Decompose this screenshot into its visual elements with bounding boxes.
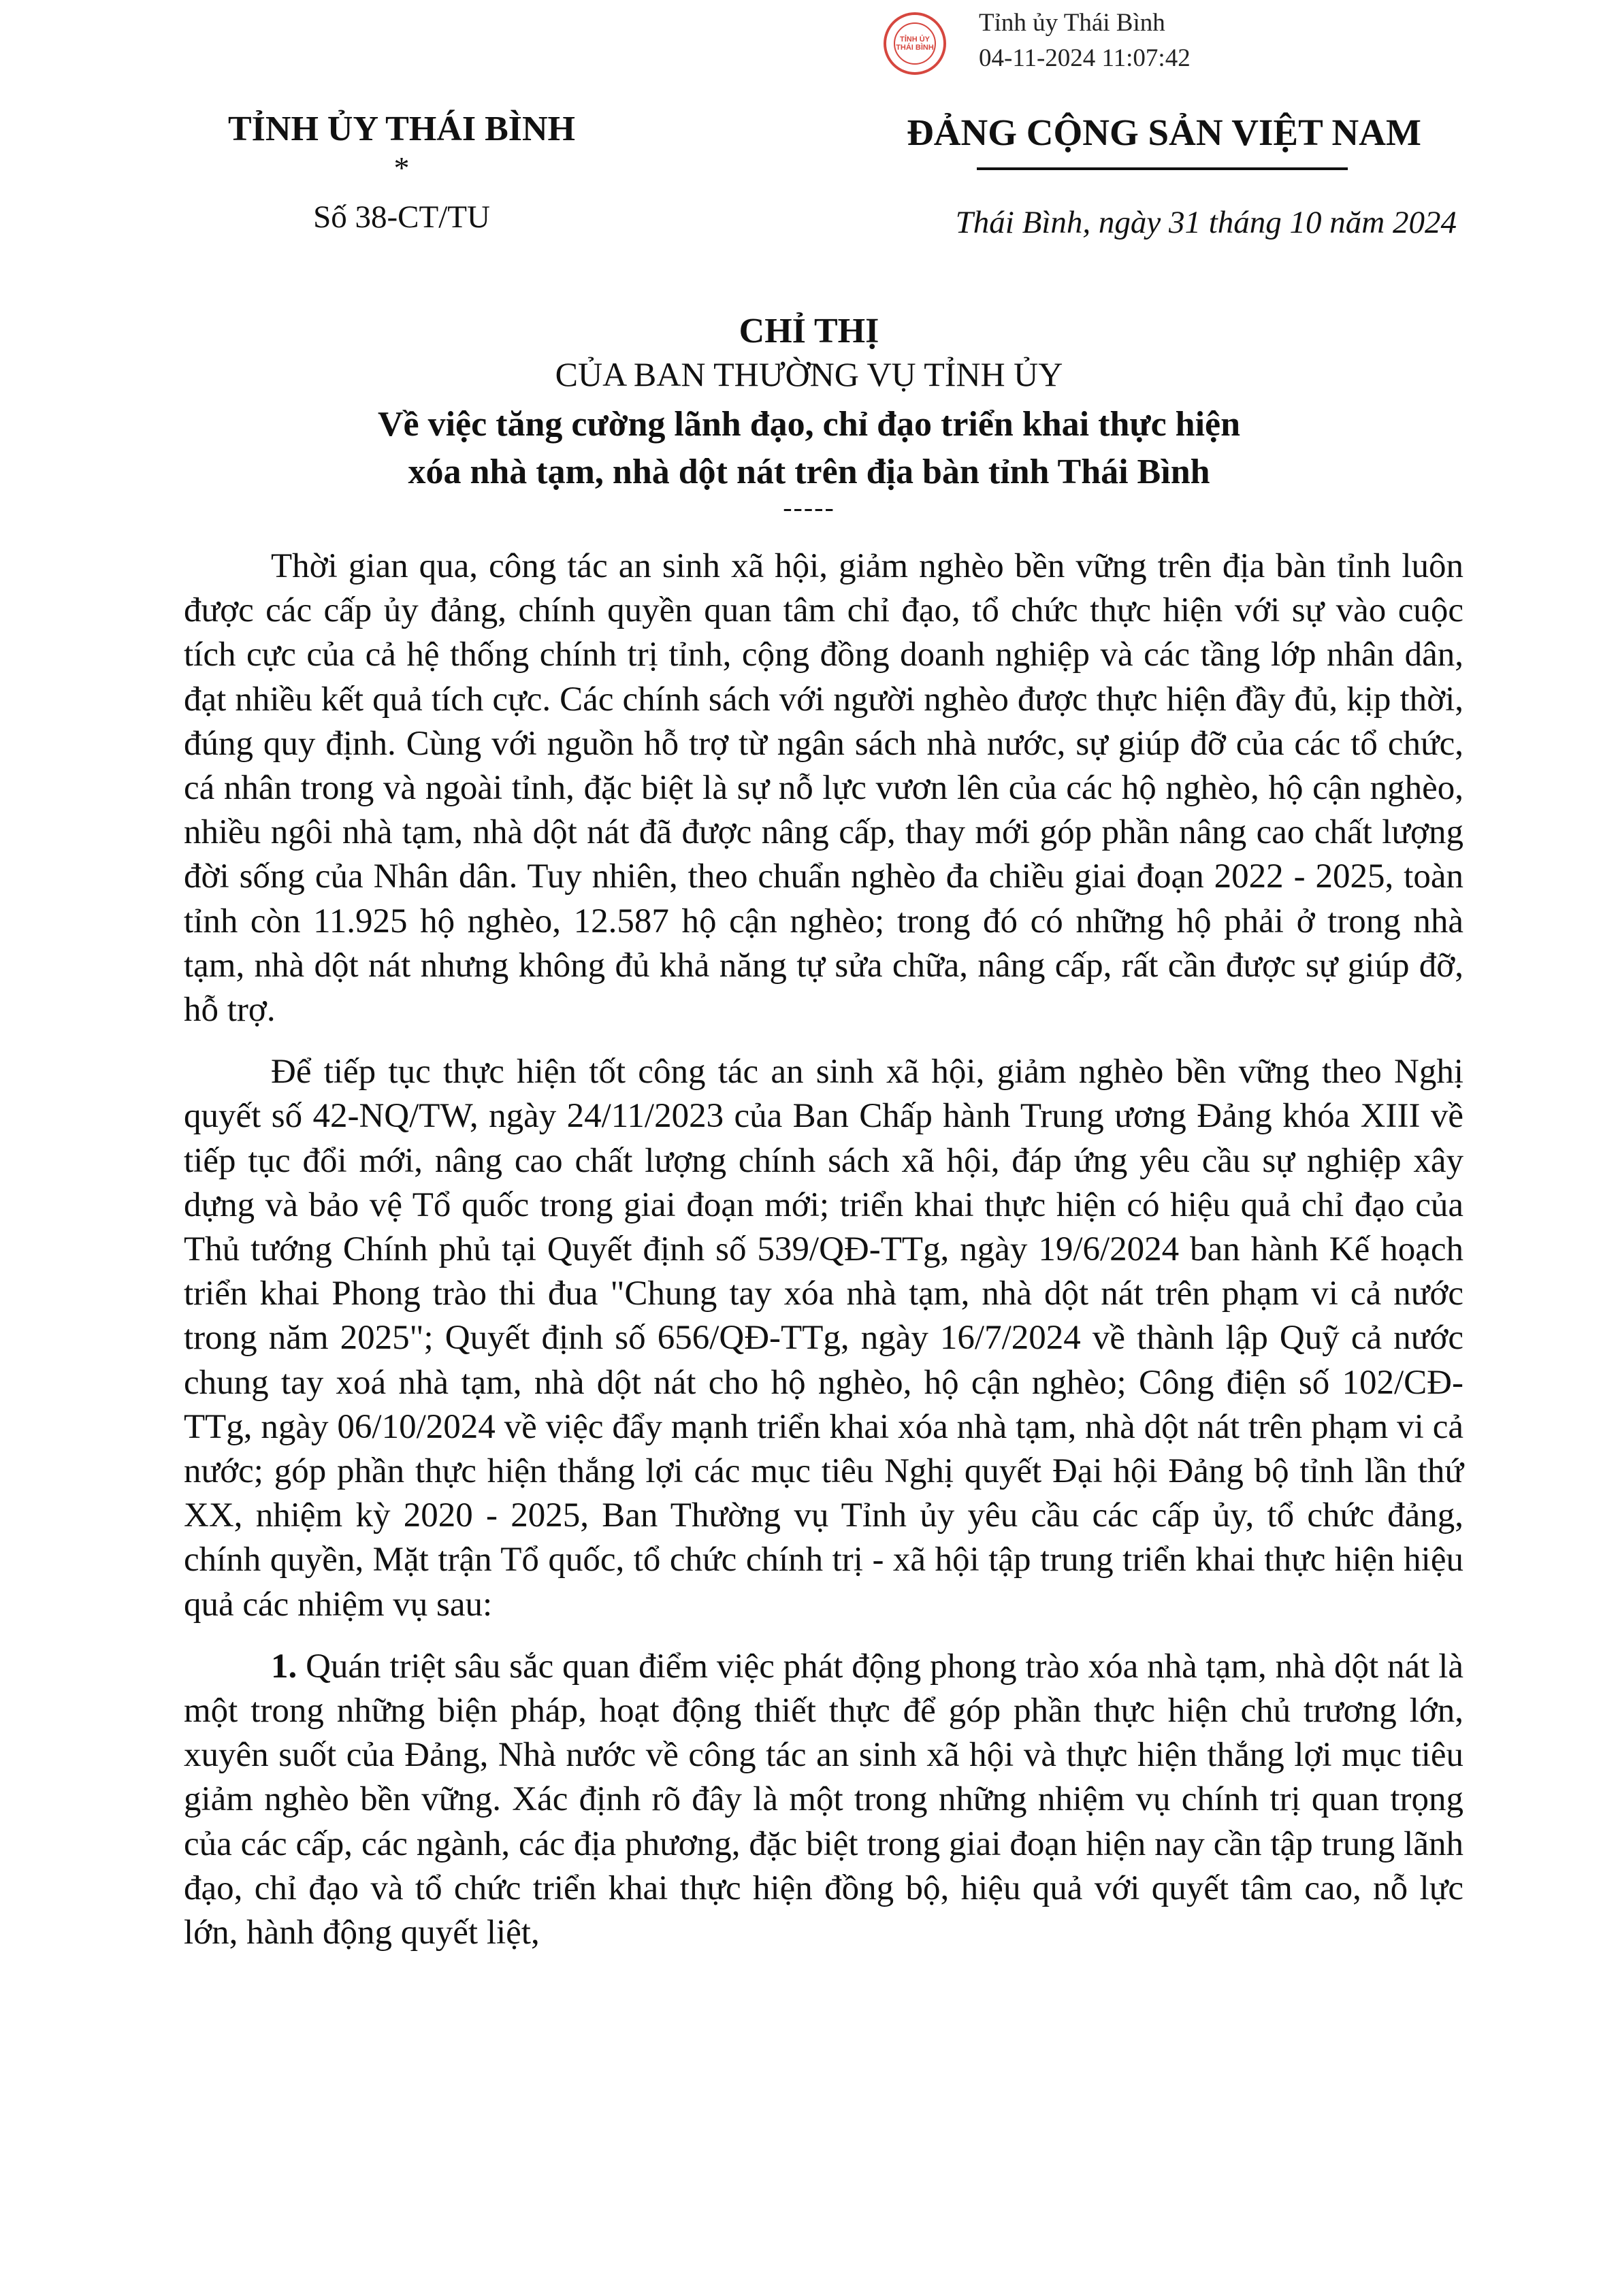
document-issuer: CỦA BAN THƯỜNG VỤ TỈNH ỦY <box>555 355 1063 393</box>
red-seal-icon <box>884 12 946 75</box>
star-separator: * <box>393 150 410 185</box>
seal-inner: TỈNH ỦY THÁI BÌNH <box>894 22 936 65</box>
subject-line-2: xóa nhà tạm, nhà dột nát trên địa bàn tỉnh Thái Bình <box>408 453 1210 491</box>
party-name: ĐẢNG CỘNG SẢN VIỆT NAM <box>907 112 1421 153</box>
party-underline <box>977 167 1348 170</box>
body-paragraph-1: Thời gian qua, công tác an sinh xã hội, giảm nghèo bền vững trên địa bàn tỉnh luôn được các cấp ủy đảng, chính quyền quan tâm chỉ đạo, tổ chức thực hiện với sự vào cuộc tích cực của cả hệ thống chính trị tỉnh, cộng đồng doanh nghiệp và các tầng lớp nhân dân, đạt nhiều kết quả tích cực. Các chính sách với người nghèo được thực hiện đầy đủ, kịp thời, đúng quy định. Cùng với nguồn hỗ trợ từ ngân sách nhà nước, sự giúp đỡ của các tổ chức, cá nhân trong và ngoài tỉnh, đặc biệt là sự nỗ lực vươn lên của các hộ nghèo, hộ cận nghèo, nhiều ngôi nhà tạm, nhà dột nát đã được nâng cấp, thay mới góp phần nâng cao chất lượng đời sống của Nhân dân. Tuy nhiên, theo chuẩn nghèo đa chiều giai đoạn 2022 - 2025, toàn tỉnh còn 11.925 hộ nghèo, 12.587 hộ cận nghèo; trong đó có những hộ phải ở trong nhà tạm, nhà dột nát nhưng không đủ khả năng tự sửa chữa, nâng cấp, rất cần được sự giúp đỡ, hỗ trợ. <box>184 547 1463 1030</box>
document-type: CHỈ THỊ <box>739 312 879 350</box>
subject-line-1: Về việc tăng cường lãnh đạo, chỉ đạo triển khai thực hiện <box>377 405 1241 444</box>
document-number: Số 38-CT/TU <box>313 199 490 235</box>
issuing-organization: TỈNH ỦY THÁI BÌNH <box>228 110 575 148</box>
item-text: Quán triệt sâu sắc quan điểm việc phát động phong trào xóa nhà tạm, nhà dột nát là một trong những biện pháp, hoạt động thiết thực để góp phần thực hiện chủ trương lớn, xuyên suốt của Đảng, Nhà nước về công tác an sinh xã hội và thực hiện thắng lợi mục tiêu giảm nghèo bền vững. Xác định rõ đây là một trong những nhiệm vụ chính trị quan trọng của các cấp, các ngành, các địa phương, đặc biệt trong giai đoạn hiện nay cần tập trung lãnh đạo, chỉ đạo và tổ chức triển khai thực hiện đồng bộ, hiệu quả với quyết tâm cao, nỗ lực lớn, hành động quyết liệt, <box>184 1647 1464 1952</box>
body-paragraph-3 <box>184 1645 1463 1955</box>
signature-datetime: 04-11-2024 11:07:42 <box>979 44 1191 72</box>
title-separator: ----- <box>783 492 835 523</box>
signer-name: Tỉnh ủy Thái Bình <box>979 9 1165 37</box>
place-and-date: Thái Bình, ngày 31 tháng 10 năm 2024 <box>955 205 1457 240</box>
item-number: 1. <box>271 1647 297 1686</box>
body-paragraph-2: Để tiếp tục thực hiện tốt công tác an sinh xã hội, giảm nghèo bền vững theo Nghị quyết số 42-NQ/TW, ngày 24/11/2023 của Ban Chấp hành Trung ương Đảng khóa XIII về tiếp tục đổi mới, nâng cao chất lượng chính sách xã hội, đáp ứng yêu cầu sự nghiệp xây dựng và bảo vệ Tổ quốc trong giai đoạn mới; triển khai thực hiện có hiệu quả chỉ đạo của Thủ tướng Chính phủ tại Quyết định số 539/QĐ-TTg, ngày 19/6/2024 ban hành Kế hoạch triển khai Phong trào thi đua "Chung tay xóa nhà tạm, nhà dột nát trên phạm vi cả nước trong năm 2025"; Quyết định số 656/QĐ-TTg, ngày 16/7/2024 về thành lập Quỹ cả nước chung tay xoá nhà tạm, nhà dột nát cho hộ nghèo, hộ cận nghèo; Công điện số 102/CĐ-TTg, ngày 06/10/2024 về việc đẩy mạnh triển khai xóa nhà tạm, nhà dột nát trên phạm vi cả nước; góp phần thực hiện thắng lợi các mục tiêu Nghị quyết Đại hội Đảng bộ tỉnh lần thứ XX, nhiệm kỳ 2020 - 2025, Ban Thường vụ Tỉnh ủy yêu cầu các cấp ủy, tổ chức đảng, chính quyền, Mặt trận Tổ quốc, tổ chức chính trị - xã hội tập trung triển khai thực hiện hiệu quả các nhiệm vụ sau: <box>184 1053 1463 1624</box>
digital-signature <box>884 5 1251 80</box>
document-body <box>184 544 1463 1955</box>
